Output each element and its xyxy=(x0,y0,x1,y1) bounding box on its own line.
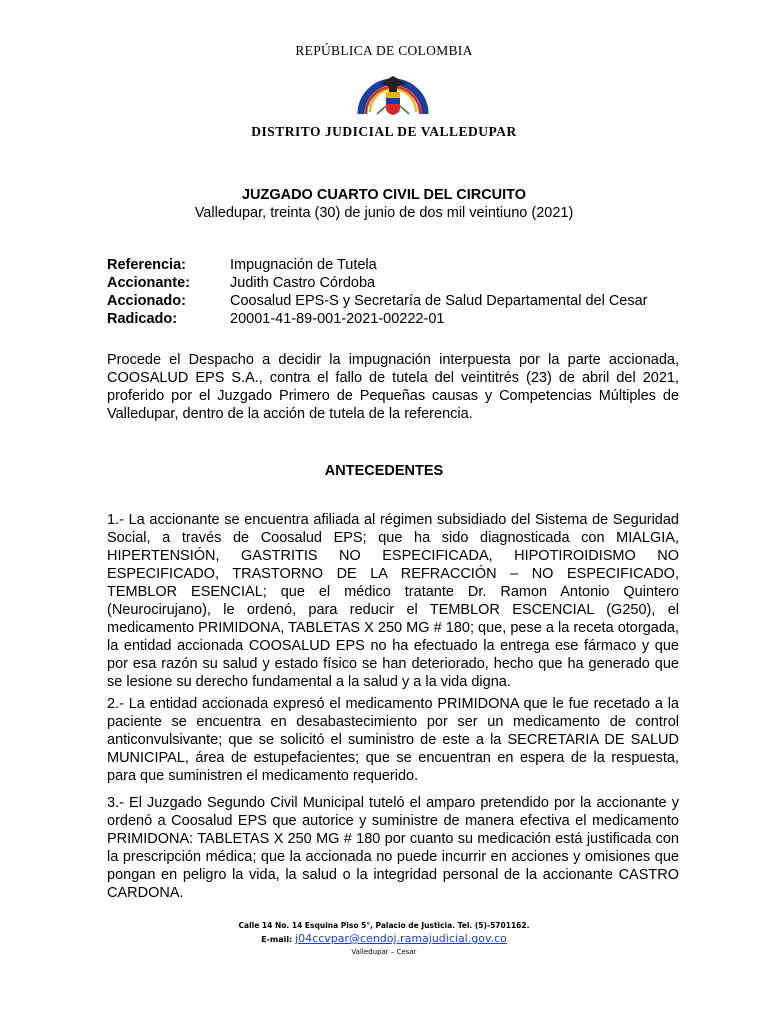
footer-address: Calle 14 No. 14 Esquina Piso 5°, Palacio de Justicia. Tel. (5)-5701162. xyxy=(238,921,530,930)
judicial-seal-logo xyxy=(353,62,433,120)
accionante-row xyxy=(107,274,687,292)
radicado-row xyxy=(107,310,687,328)
radicado-label: Radicado: xyxy=(107,311,178,327)
footer-city: Valledupar – Cesar xyxy=(351,948,417,956)
accionante-label: Accionante: xyxy=(107,275,190,291)
accionado-label: Accionado: xyxy=(107,293,186,309)
reference-block xyxy=(107,256,687,328)
reference-value: Impugnación de Tutela xyxy=(230,257,377,273)
page-footer xyxy=(0,920,768,958)
footer-email-label: E-mail: xyxy=(261,935,293,944)
intro-paragraph: Procede el Despacho a decidir la impugnación interpuesta por la parte accionada, COOSALUD EPS S.A., contra el fallo de tutela del veintitrés (23) de abril del 2021, proferido por el Juzgado Primero de Pequeñas causas y Competencias Múltiples de Valledupar, dentro de la acción de tutela de la referencia. xyxy=(107,352,679,422)
accionado-value: Coosalud EPS-S y Secretaría de Salud Departamental del Cesar xyxy=(230,293,648,309)
court-name: JUZGADO CUARTO CIVIL DEL CIRCUITO xyxy=(241,187,527,203)
section-heading: ANTECEDENTES xyxy=(324,463,444,479)
antecedent-paragraph-1: 1.- La accionante se encuentra afiliada al régimen subsidiado del Sistema de Seguridad Social, a través de Coosalud EPS; que ha sido diagnosticada con MIALGIA, HIPERTENSIÓN, GASTRITIS NO ESPECIFICADA, HIPOTIROIDISMO NO ESPECIFICADO, TRASTORNO DE LA REFRACCIÓN – NO ESPECIFICADO, TEMBLOR ESENCIAL; que el médico tratante Dr. Ramon Antonio Quintero (Neurocirujano), le ordenó, para reducir el TEMBLOR ESCENCIAL (G250), el medicamento PRIMIDONA, TABLETAS X 250 MG # 180; que, pese a la receta otorgada, la entidad accionada COOSALUD EPS no ha efectuado la entrega ese fármaco y que por esa razón su salud y estado físico se han deteriorado, hecho que ha generado que se lesione su derecho fundamental a la salud y a la vida digna. xyxy=(107,512,679,690)
accionado-row xyxy=(107,292,687,310)
radicado-value: 20001-41-89-001-2021-00222-01 xyxy=(230,311,445,327)
court-date: Valledupar, treinta (30) de junio de dos mil veintiuno (2021) xyxy=(194,205,574,221)
accionante-value: Judith Castro Córdoba xyxy=(230,275,376,291)
antecedent-paragraph-3: 3.- El Juzgado Segundo Civil Municipal tuteló el amparo pretendido por la accionante y ordenó a Coosalud EPS que autorice y suministre de manera efectiva el medicamento PRIMIDONA: TABLETAS X 250 MG # 180 por cuanto su medicación está justificada con la prescripción médica; que la accionada no puede incurrir en acciones y omisiones que pongan en peligro la vida, la salud o la integridad personal de la accionante CASTRO CARDONA. xyxy=(107,795,679,901)
antecedent-paragraph-2: 2.- La entidad accionada expresó el medicamento PRIMIDONA que le fue recetado a la paciente se encuentra en desabastecimiento por ser un medicamento de control anticonvulsivante; que se solicitó el suministro de este a la SECRETARIA DE SALUD MUNICIPAL, área de estupefacientes; que se encuentran en espera de la respuesta, para que suministren el medicamento requerido. xyxy=(107,696,679,784)
footer-email-link[interactable]: j04ccvpar@cendoj.ramajudicial.gov.co xyxy=(295,932,507,945)
reference-label: Referencia: xyxy=(107,257,186,273)
footer-email-row xyxy=(0,932,768,947)
republic-heading: REPÚBLICA DE COLOMBIA xyxy=(295,43,473,58)
district-heading: DISTRITO JUDICIAL DE VALLEDUPAR xyxy=(251,124,517,139)
reference-row xyxy=(107,256,687,274)
